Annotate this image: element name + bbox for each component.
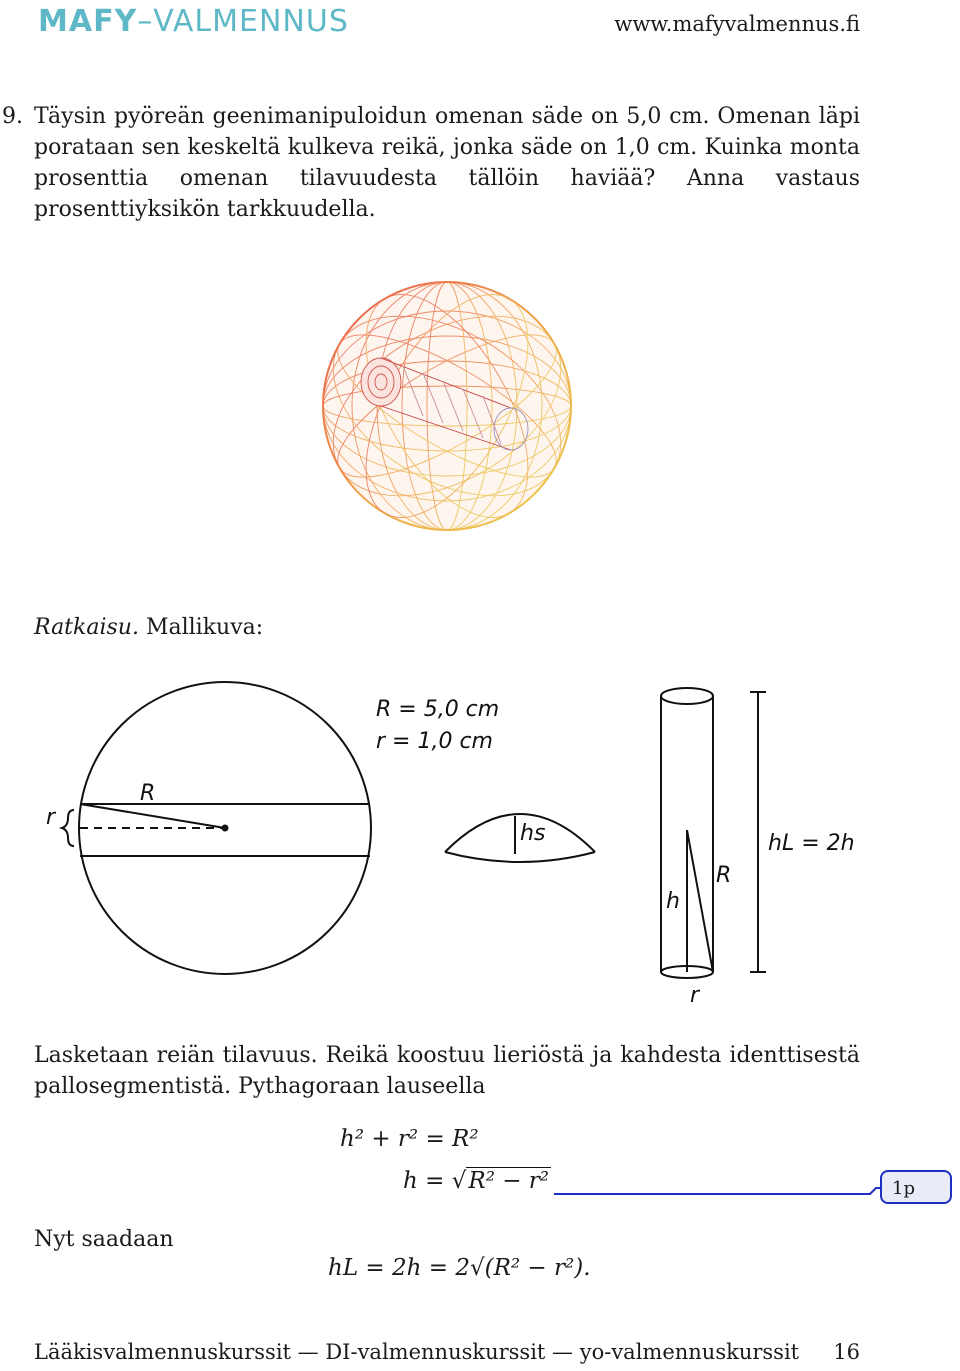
apple-sphere-illustration xyxy=(318,278,576,534)
cyl-top xyxy=(661,688,713,704)
model-sketch xyxy=(40,676,860,1012)
problem-block xyxy=(0,101,860,225)
cap-base xyxy=(445,852,595,862)
eq2-lhs: h = xyxy=(403,1168,445,1194)
label-circle-R: R xyxy=(140,781,156,806)
equation-pythagoras xyxy=(340,1126,479,1152)
problem-text: Täysin pyöreän geenimanipuloidun omenan säde on 5,0 cm. Omenan läpi porataan sen keskeltä kulkeva reikä, jonka säde on 1,0 cm. Kuinka monta prosenttia omenan tilavuudesta tällöin haviää? Anna vastaus prosenttiyksikön tarkkuudella. xyxy=(34,104,860,222)
explanation-text: Lasketaan reiän tilavuus. Reikä koostuu lieriöstä ja kahdesta identtisestä pallosegmentistä. Pythagoraan lauseella xyxy=(34,1043,860,1099)
logo-bold: MAFY xyxy=(38,4,138,39)
label-hL: hL = 2h xyxy=(768,831,855,856)
label-cyl-R: R xyxy=(716,863,732,888)
points-connector xyxy=(552,1182,882,1198)
site-logo xyxy=(38,4,349,39)
solution-heading xyxy=(34,612,263,643)
label-cyl-r: r xyxy=(690,983,700,1008)
eq2-radicand: R² − r² xyxy=(468,1168,550,1194)
center-dot xyxy=(223,826,228,831)
label-r-value: r = 1,0 cm xyxy=(376,729,493,754)
equation-hL: hL = 2h = 2√(R² − r²). xyxy=(328,1255,591,1281)
equation-h: h = √R² − r² xyxy=(403,1168,550,1194)
now-text: Nyt saadaan xyxy=(34,1227,174,1252)
points-badge: 1p xyxy=(880,1170,952,1204)
label-circle-r: r xyxy=(46,805,56,830)
radius-line xyxy=(80,804,225,828)
label-R-value: R = 5,0 cm xyxy=(376,697,500,722)
label-cap-hs: hs xyxy=(520,821,546,846)
footer-courses: Lääkisvalmennuskurssit — DI-valmennuskurssit — yo-valmennuskurssit xyxy=(34,1340,800,1364)
cyl-R xyxy=(687,830,713,972)
page-footer xyxy=(34,1340,860,1364)
r-brace xyxy=(62,810,74,846)
site-url[interactable]: www.mafyvalmennus.fi xyxy=(614,12,860,36)
figure-label: Mallikuva: xyxy=(145,615,264,640)
eq1-text: h² + r² = R² xyxy=(340,1126,479,1152)
label-cyl-h: h xyxy=(666,889,680,914)
solution-label: Ratkaisu. xyxy=(34,615,139,640)
problem-number: 9. xyxy=(2,104,23,129)
page-number: 16 xyxy=(833,1340,860,1364)
logo-rest: –VALMENNUS xyxy=(137,4,349,39)
